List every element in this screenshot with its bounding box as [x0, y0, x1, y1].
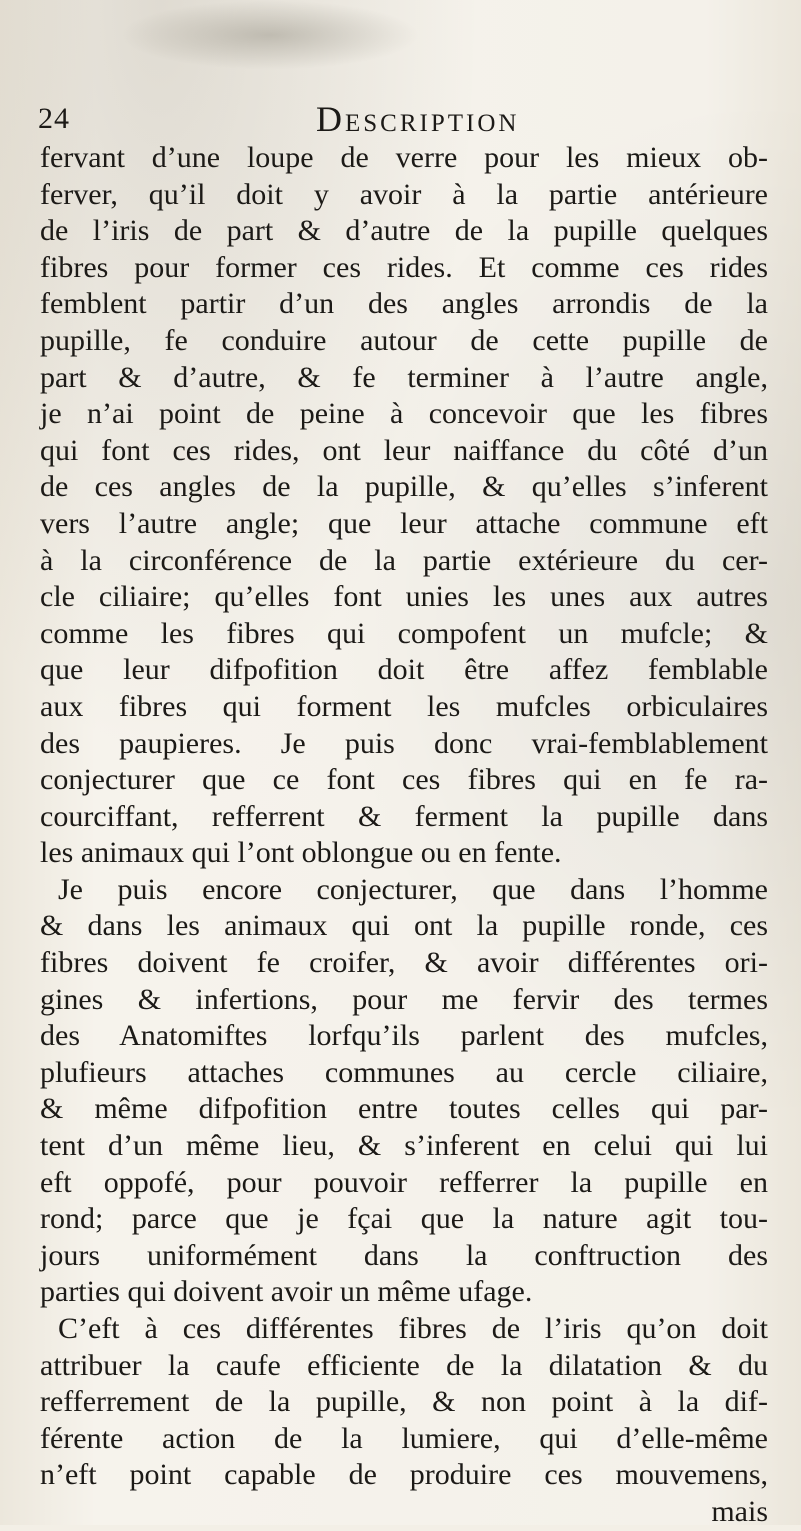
- text-line: fibres doivent fe croifer, & avoir différentes ori-: [40, 946, 768, 980]
- text-line: pupille, fe conduire autour de cette pupille de: [40, 323, 768, 357]
- body-text: [40, 140, 768, 1531]
- text-line: C’eft à ces différentes fibres de l’iris qu’on doit: [58, 1312, 768, 1345]
- text-line: eft oppofé, pour pouvoir refferrer la pupille en: [40, 1165, 768, 1199]
- text-line: de ces angles de la pupille, & qu’elles s’inferent: [40, 470, 768, 504]
- text-line: parties qui doivent avoir un même ufage.: [40, 1275, 533, 1309]
- text-line: plufieurs attaches communes au cercle ciliaire,: [40, 1055, 768, 1089]
- text-line: que leur difpofition doit être affez femblable: [40, 653, 768, 687]
- text-line: ferver, qu’il doit y avoir à la partie antérieure: [40, 177, 768, 211]
- text-line: fervant d’une loupe de verre pour les mieux ob-: [40, 141, 768, 174]
- text-line: Je puis encore conjecturer, que dans l’homme: [58, 872, 768, 906]
- text-line: fibres pour former ces rides. Et comme ces rides: [40, 250, 768, 284]
- text-line: de l’iris de part & d’autre de la pupille quelques: [40, 214, 768, 248]
- page-stain: [120, 0, 420, 70]
- text-line: comme les fibres qui compofent un mufcle; &: [40, 616, 768, 650]
- text-line: à la circonférence de la partie extérieure du cer-: [40, 543, 768, 577]
- text-line: & dans les animaux qui ont la pupille ronde, ces: [40, 909, 768, 943]
- page-number: 24: [38, 102, 70, 135]
- text-line: refferrement de la pupille, & non point à la dif-: [40, 1385, 768, 1419]
- text-line: des paupieres. Je puis donc vrai-femblablement: [40, 726, 768, 760]
- text-line: tent d’un même lieu, & s’inferent en celui qui lui: [40, 1129, 768, 1163]
- text-line: & même difpofition entre toutes celles qui par-: [40, 1092, 768, 1126]
- text-line: les animaux qui l’ont oblongue ou en fente.: [40, 836, 562, 870]
- text-line: gines & infertions, pour me fervir des termes: [40, 982, 768, 1016]
- text-line: conjecturer que ce font ces fibres qui en fe ra-: [40, 763, 768, 797]
- text-line: je n’ai point de peine à concevoir que les fibres: [40, 397, 768, 431]
- text-line: cle ciliaire; qu’elles font unies les unes aux autres: [40, 580, 768, 614]
- text-line: part & d’autre, & fe terminer à l’autre angle,: [40, 360, 768, 394]
- text-line: qui font ces rides, ont leur naiffance du côté d’un: [40, 433, 768, 467]
- text-line: attribuer la caufe efficiente de la dilatation & du: [40, 1348, 768, 1382]
- text-line: vers l’autre angle; que leur attache commune eft: [40, 506, 768, 540]
- text-line: femblent partir d’un des angles arrondis de la: [40, 287, 768, 321]
- text-line: jours uniformément dans la conftruction des: [40, 1238, 768, 1272]
- running-head: Description: [316, 99, 520, 139]
- text-line: aux fibres qui forment les mufcles orbiculaires: [40, 689, 768, 723]
- text-line: des Anatomiftes lorfqu’ils parlent des mufcles,: [40, 1019, 768, 1053]
- text-line: rond; parce que je fçai que la nature agit tou-: [40, 1202, 768, 1236]
- text-line: férente action de la lumiere, qui d’elle-même: [40, 1421, 768, 1455]
- catchword: mais: [711, 1494, 768, 1528]
- page-header: [38, 98, 768, 138]
- text-line: n’eft point capable de produire ces mouvemens,: [40, 1458, 768, 1492]
- text-line: courciffant, refferrent & ferment la pupille dans: [40, 799, 768, 833]
